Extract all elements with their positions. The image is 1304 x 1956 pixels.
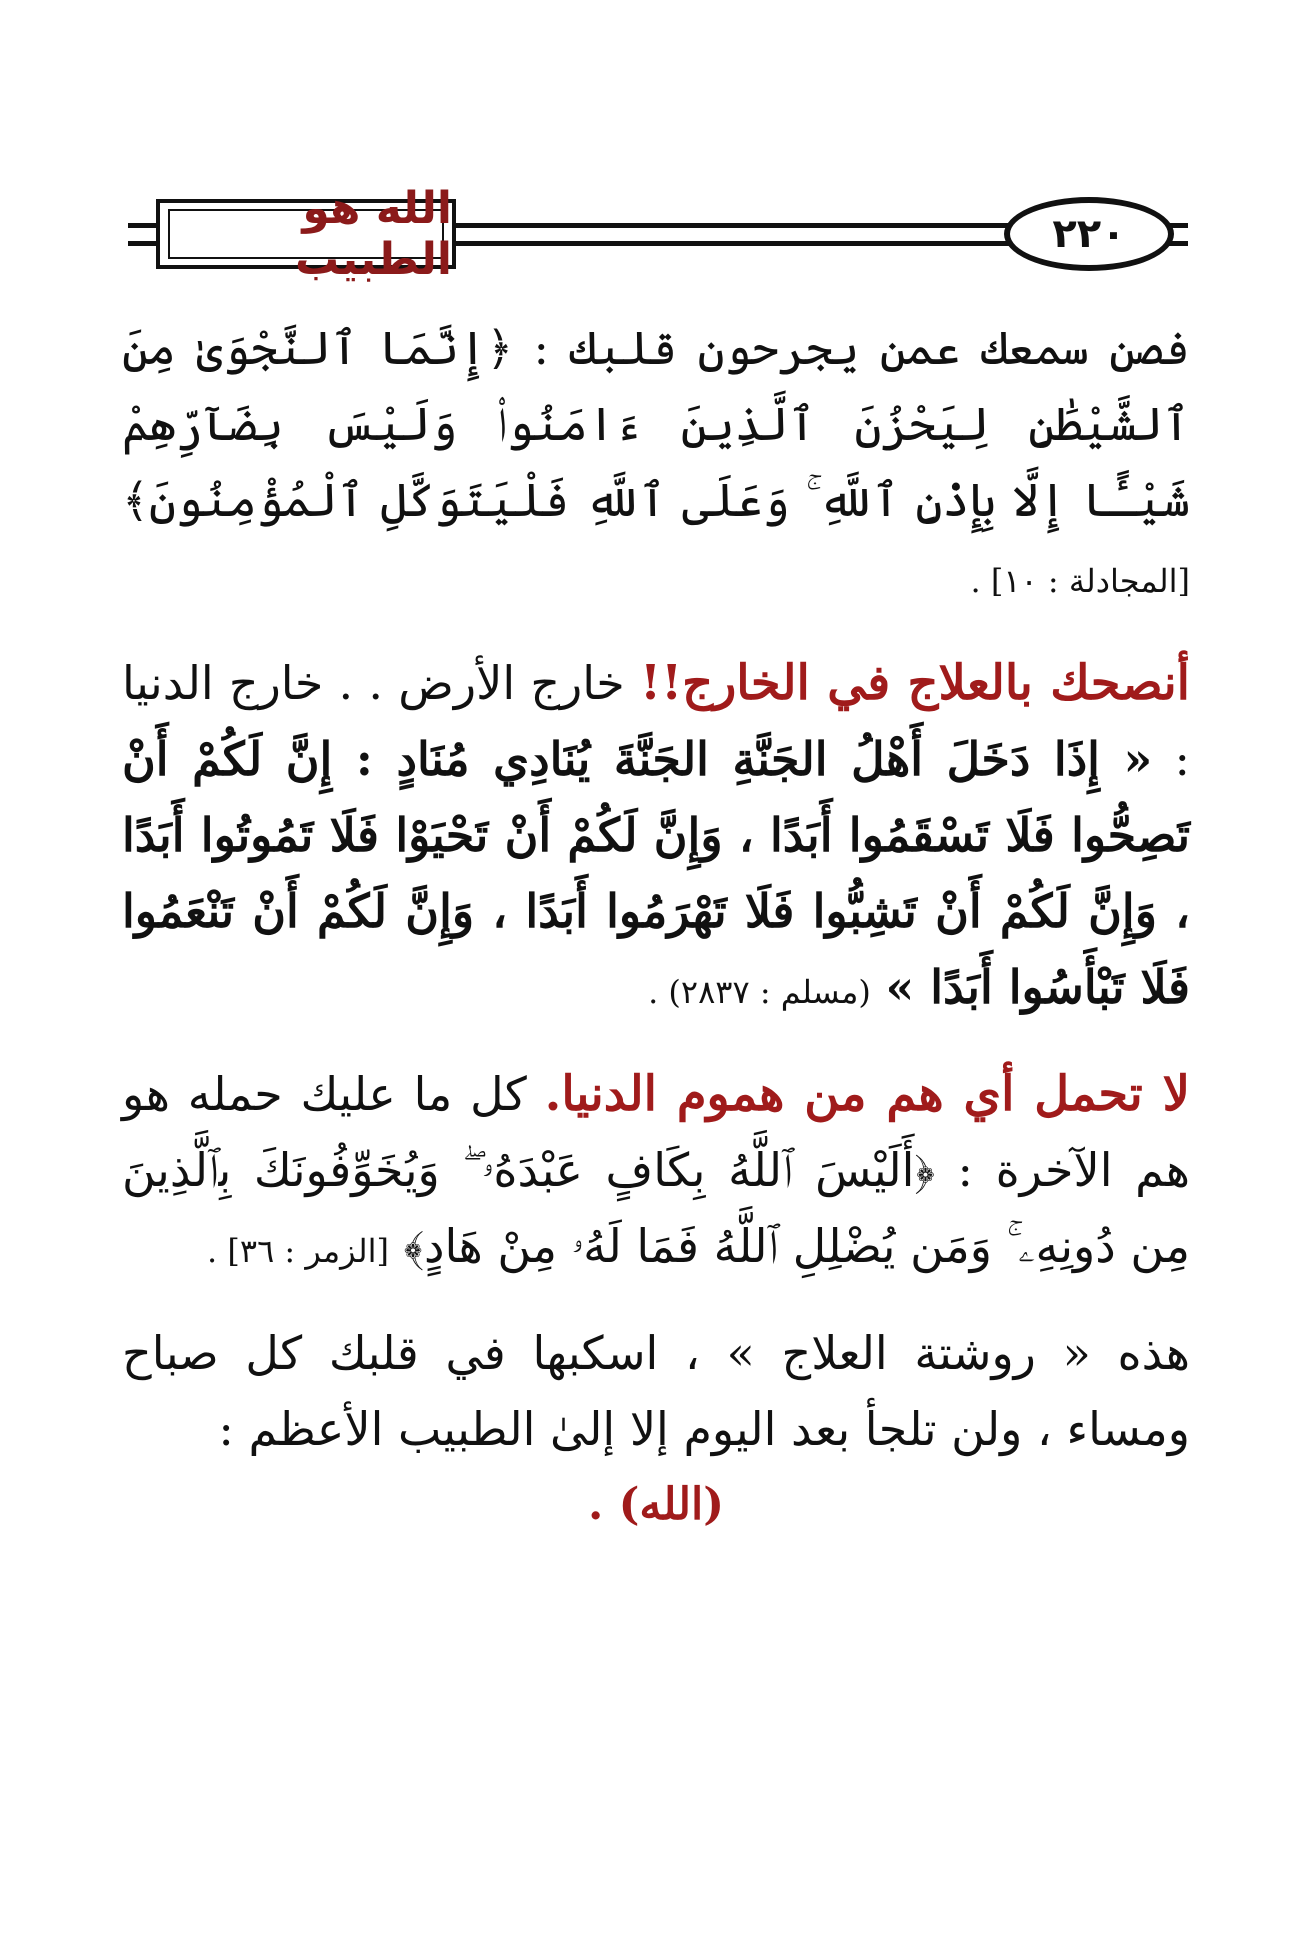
- paragraph-2-intro: خارج الأرض . . خارج الدنيا :: [122, 656, 1191, 786]
- paragraph-3: [122, 1056, 1190, 1289]
- paragraph-3-intro: كل ما عليك حمله هو هم الآخرة :: [122, 1067, 1190, 1197]
- chapter-title-box: [156, 183, 456, 285]
- verse-reference-mujadila: [المجادلة : ١٠] .: [970, 562, 1190, 600]
- page-number-oval: [1004, 197, 1174, 271]
- hadith-reference: (مسلم : ٢٨٣٧) .: [648, 973, 871, 1011]
- paragraph-4: [122, 1315, 1190, 1543]
- closing-word: (الله) .: [587, 1479, 725, 1530]
- paragraph-4-text: هذه « روشتة العلاج » ، اسكبها في قلبك كل صباح ومساء ، ولن تلجأ بعد اليوم إلا إلىٰ الطبيب الأعظم :: [122, 1326, 1190, 1456]
- page-body: [122, 310, 1190, 1567]
- chapter-title: الله هو الطبيب: [295, 183, 452, 285]
- section-heading-worries: لا تحمل أي هم من هموم الدنيا.: [544, 1066, 1191, 1122]
- page-header: [128, 185, 1188, 285]
- verse-reference-zumar: [الزمر : ٣٦] .: [207, 1232, 389, 1270]
- paragraph-1: [122, 310, 1190, 619]
- page-number: ٢٢٠: [1052, 211, 1126, 257]
- paragraph-2: [122, 645, 1190, 1030]
- quran-verse-zumar: ﴿أَلَيْسَ ٱللَّهُ بِكَافٍ عَبْدَهُۥ ۖ وَيُخَوِّفُونَكَ بِٱلَّذِينَ مِن دُونِهِۦ ۚ وَمَن يُضْلِلِ ٱللَّهُ فَمَا لَهُۥ مِنْ هَادٍ﴾: [122, 1143, 1190, 1273]
- section-heading-treatment-abroad: أنصحك بالعلاج في الخارج!!: [640, 655, 1191, 711]
- paragraph-1-intro: فصن سمعك عمن يجرحون قلبك :: [533, 321, 1191, 375]
- quran-verse-mujadila: ﴿إِنَّمَا ٱلنَّجْوَىٰ مِنَ ٱلشَّيْطَٰنِ لِيَحْزُنَ ٱلَّذِينَ ءَامَنُوا۟ وَلَيْسَ بِضَآرِّهِمْ شَيْـًٔا إِلَّا بِإِذْنِ ٱللَّهِ ۚ وَعَلَى ٱللَّهِ فَلْيَتَوَكَّلِ ٱلْمُؤْمِنُونَ﴾: [122, 321, 1190, 527]
- hadith-text: « إِذَا دَخَلَ أَهْلُ الجَنَّةِ الجَنَّةَ يُنَادِي مُنَادٍ : إِنَّ لَكُمْ أَنْ تَصِحُّوا فَلَا تَسْقَمُوا أَبَدًا ، وَإِنَّ لَكُمْ أَنْ تَحْيَوْا فَلَا تَمُوتُوا أَبَدًا ، وَإِنَّ لَكُمْ أَنْ تَشِبُّوا فَلَا تَهْرَمُوا أَبَدًا ، وَإِنَّ لَكُمْ أَنْ تَنْعَمُوا فَلَا تَبْأَسُوا أَبَدًا »: [122, 732, 1190, 1014]
